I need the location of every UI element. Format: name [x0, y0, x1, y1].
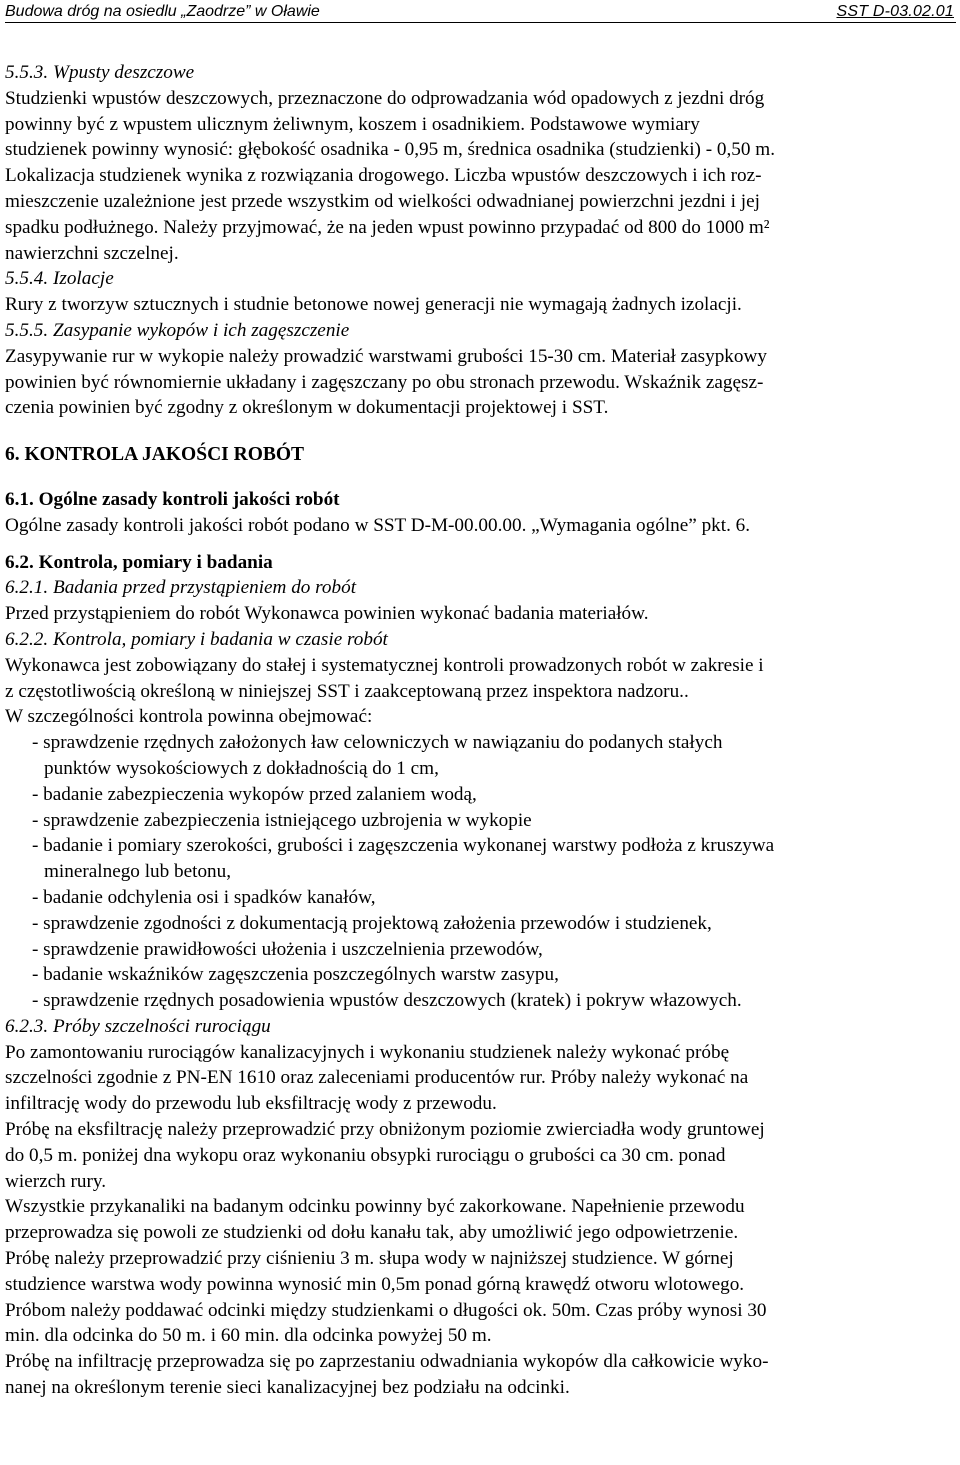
subsection-title: 6.2. Kontrola, pomiary i badania	[5, 551, 273, 573]
spacer	[5, 539, 956, 550]
paragraph	[5, 86, 956, 267]
subsection-title: 6.1. Ogólne zasady kontroli jakości robót	[5, 488, 340, 510]
paragraph	[5, 601, 956, 627]
paragraph	[5, 1194, 956, 1349]
list-item: - sprawdzenie rzędnych założonych ław celowniczych w nawiązaniu do podanych stałych	[32, 732, 723, 754]
subsection-heading: 5.5.5. Zasypanie wykopów i ich zagęszczenie	[5, 319, 350, 341]
document-body	[5, 23, 956, 1401]
paragraph-line: Studzienki wpustów deszczowych, przeznaczone do odprowadzania wód opadowych z jezdni dróg	[5, 87, 765, 109]
list-item: - badanie i pomiary szerokości, grubości i zagęszczenia wykonanej warstwy podłoża z kruszywa	[32, 835, 775, 857]
section-heading: 6. KONTROLA JAKOŚCI ROBÓT	[5, 444, 305, 466]
paragraph-line: Próbę na infiltrację przeprowadza się po zaprzestaniu odwadniania wykopów dla całkowicie wyko-	[5, 1351, 769, 1373]
paragraph-line: do 0,5 m. poniżej dna wykopu oraz wykonaniu obsypki rurociągu o grubości ca 30 cm. ponad	[5, 1144, 726, 1166]
list-item: - badanie zabezpieczenia wykopów przed zalaniem wodą,	[32, 783, 477, 805]
paragraph-line: Zasypywanie rur w wykopie należy prowadzić warstwami grubości 15-30 cm. Materiał zasypkowy	[5, 345, 767, 367]
subsection-heading: 5.5.3. Wpusty deszczowe	[5, 62, 195, 83]
paragraph-line: spadku podłużnego. Należy przyjmować, że na jeden wpust powinno przypadać od 800 do 1000 m²	[5, 216, 770, 238]
paragraph-line: Lokalizacja studzienek wynika z rozwiązania drogowego. Liczba wpustów deszczowych i ich roz-	[5, 165, 762, 187]
paragraph-line: szczelności zgodnie z PN-EN 1610 oraz zaleceniami producentów rur. Próby należy wykonać na	[5, 1067, 749, 1089]
header-document-title: Budowa dróg na osiedlu „Zaodrze” w Oławie	[5, 3, 320, 20]
paragraph-line: Próbę na eksfiltrację należy przeprowadzić przy obniżonym poziomie zwierciadła wody gruntowej	[5, 1119, 765, 1141]
paragraph	[5, 513, 956, 539]
paragraph-line: Przed przystąpieniem do robót Wykonawca powinien wykonać badania materiałów.	[5, 603, 649, 625]
list-item: - badanie wskaźników zagęszczenia poszczególnych warstw zasypu,	[32, 964, 559, 986]
paragraph-line: z częstotliwością określoną w niniejszej SST i zaakceptowaną przez inspektora nadzoru..	[5, 680, 689, 702]
paragraph-line: Próbę należy przeprowadzić przy ciśnieniu 3 m. słupa wody w najniższej studzience. W górnej	[5, 1248, 734, 1270]
paragraph	[5, 292, 956, 318]
list-item: - sprawdzenie prawidłowości ułożenia i uszczelnienia przewodów,	[32, 938, 543, 960]
list-item-continuation: mineralnego lub betonu,	[44, 861, 232, 883]
paragraph-line: mieszczenie uzależnione jest przede wszystkim od wielkości odwadnianej powierzchni jezdni i jej	[5, 190, 760, 212]
paragraph-line: Ogólne zasady kontroli jakości robót podano w SST D-M-00.00.00. „Wymagania ogólne” pkt. 6.	[5, 514, 751, 536]
paragraph-line: wierzch rury.	[5, 1170, 107, 1192]
checklist	[5, 730, 956, 1014]
header-spec-code: SST D-03.02.01	[836, 3, 954, 20]
paragraph-line: studzienek powinny wynosić: głębokość osadnika - 0,95 m, średnica osadnika (studzienki) - 0,50 m.	[5, 139, 776, 161]
subsection-heading: 6.2.2. Kontrola, pomiary i badania w czasie robót	[5, 628, 388, 650]
paragraph-line: min. dla odcinka do 50 m. i 60 min. dla odcinka powyżej 50 m.	[5, 1325, 492, 1347]
paragraph-line: powinny być z wpustem ulicznym żeliwnym, koszem i osadnikiem. Podstawowe wymiary	[5, 113, 700, 135]
subsection-heading: 5.5.4. Izolacje	[5, 268, 114, 290]
paragraph-line: nawierzchni szczelnej.	[5, 242, 179, 264]
list-item: - badanie odchylenia osi i spadków kanałów,	[32, 886, 376, 908]
subsection-heading: 6.2.3. Próby szczelności rurociągu	[5, 1015, 271, 1037]
list-item: - sprawdzenie rzędnych posadowienia wpustów deszczowych (kratek) i pokryw włazowych.	[32, 990, 742, 1012]
paragraph-line: czenia powinien być zgodny z określonym w dokumentacji projektowej i SST.	[5, 397, 609, 419]
paragraph-line: nanej na określonym terenie sieci kanalizacyjnej bez podziału na odcinki.	[5, 1377, 570, 1399]
paragraph-line: Wszystkie przykanaliki na badanym odcinku powinny być zakorkowane. Napełnienie przewodu	[5, 1196, 745, 1218]
paragraph-line: Po zamontowaniu rurociągów kanalizacyjnych i wykonaniu studzienek należy wykonać próbę	[5, 1041, 730, 1063]
page-header	[5, 0, 956, 23]
paragraph	[5, 1349, 956, 1401]
paragraph-line: Rury z tworzyw sztucznych i studnie betonowe nowej generacji nie wymagają żadnych izolacji.	[5, 294, 742, 316]
paragraph	[5, 653, 956, 730]
paragraph	[5, 1040, 956, 1117]
paragraph-line: W szczególności kontrola powinna obejmować:	[5, 706, 373, 728]
paragraph-line: Próbom należy poddawać odcinki między studzienkami o długości ok. 50m. Czas próby wynosi 30	[5, 1299, 767, 1321]
paragraph	[5, 344, 956, 421]
subsection-heading: 6.2.1. Badania przed przystąpieniem do robót	[5, 577, 357, 599]
paragraph-line: studzience warstwa wody powinna wynosić min 0,5m ponad górną krawędź otworu wlotowego.	[5, 1273, 745, 1295]
paragraph-line: Wykonawca jest zobowiązany do stałej i systematycznej kontroli prowadzonych robót w zakresie i	[5, 654, 764, 676]
paragraph-line: infiltrację wody do przewodu lub eksfiltrację wody z przewodu.	[5, 1093, 497, 1115]
list-item: - sprawdzenie zabezpieczenia istniejącego uzbrojenia w wykopie	[32, 809, 532, 831]
list-item: - sprawdzenie zgodności z dokumentacją projektową założenia przewodów i studzienek,	[32, 912, 712, 934]
paragraph-line: powinien być równomiernie układany i zagęszczany po obu stronach przewodu. Wskaźnik zagęsz-	[5, 371, 764, 393]
list-item-continuation: punktów wysokościowych z dokładnością do 1 cm,	[44, 757, 439, 779]
paragraph	[5, 1117, 956, 1194]
paragraph-line: przeprowadza się powoli ze studzienki od dołu kanału tak, aby umożliwić jego odpowietrzenie.	[5, 1222, 739, 1244]
